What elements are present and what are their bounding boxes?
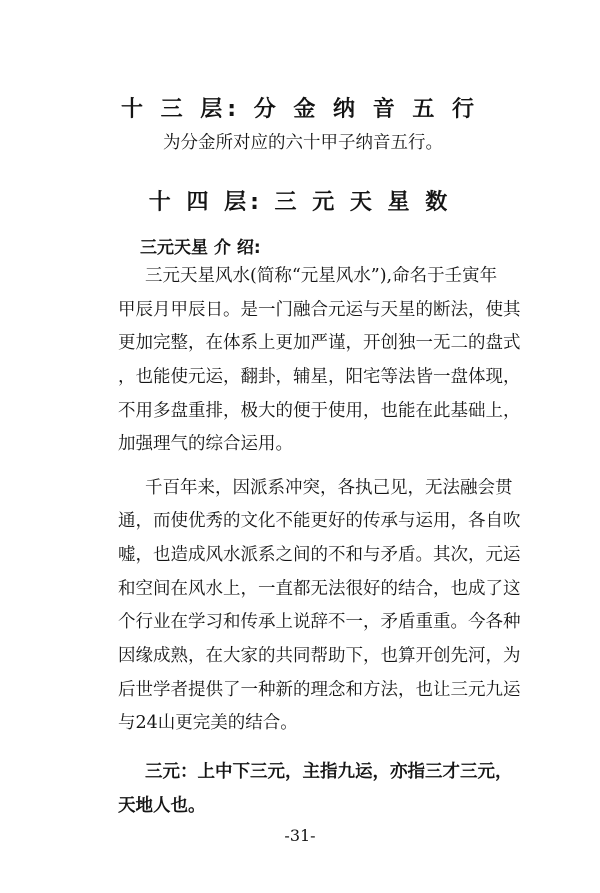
paragraph-line: 通，而使优秀的文化不能更好的传承与运用，各自吹 (118, 511, 521, 531)
paragraph-line: 后世学者提供了一种新的理念和方法，也让三元九运 (118, 680, 521, 700)
paragraph-line: 和空间在风水上，一直都无法很好的结合，也成了这 (118, 579, 521, 599)
paragraph-line: ，也能使元运，翻卦，辅星，阳宅等法皆一盘体现， (118, 367, 521, 387)
paragraph-line: 个行业在学习和传承上说辞不一，矛盾重重。今各种 (118, 612, 521, 632)
paragraph-line: 不用多盘重排，极大的便于使用，也能在此基础上， (118, 401, 521, 421)
paragraph-line: 三元天星风水(简称“元星风水”),命名于壬寅年 (145, 266, 498, 286)
paragraph-line: 与24山更完美的结合。 (118, 713, 298, 733)
paragraph-line: 因缘成熟，在大家的共同帮助下，也算开创先河，为 (118, 646, 521, 666)
definition-line: 三元：上中下三元，主指九运，亦指三才三元， (145, 762, 513, 782)
page-number: -31- (284, 826, 316, 845)
paragraph-line: 千百年来，因派系冲突，各执己见，无法融会贯 (145, 478, 513, 498)
definition-line: 天地人也。 (118, 796, 206, 816)
section-heading-14: 十 四 层: 三 元 天 星 数 (148, 190, 452, 215)
paragraph-line: 甲辰月甲辰日。是一门融合元运与天星的断法，使其 (118, 300, 521, 320)
section-heading-13: 十 三 层: 分 金 纳 音 五 行 (120, 97, 480, 122)
intro-subheading: 三元天星 介 绍: (140, 238, 261, 258)
paragraph-line: 加强理气的综合运用。 (118, 434, 293, 454)
paragraph-line: 嘘，也造成风水派系之间的不和与矛盾。其次，元运 (118, 545, 521, 565)
section-13-description: 为分金所对应的六十甲子纳音五行。 (163, 133, 443, 153)
paragraph-line: 更加完整，在体系上更加严谨，开创独一无二的盘式 (118, 333, 521, 353)
